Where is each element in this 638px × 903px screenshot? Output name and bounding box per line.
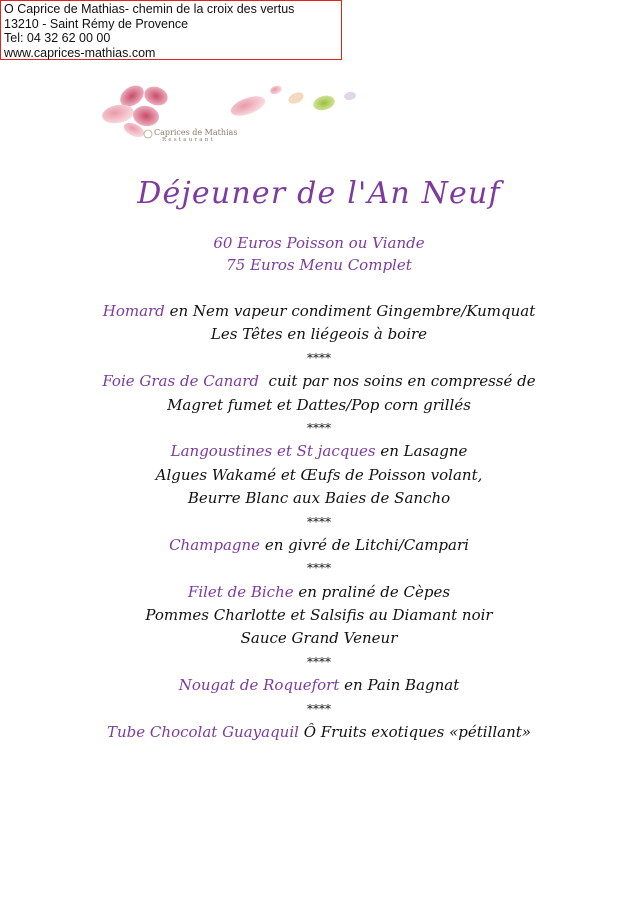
page-title: Déjeuner de l'An Neuf [137,176,501,211]
menu-body [0,300,638,744]
menu-line [0,534,638,557]
menu-line: Beurre Blanc aux Baies de Sancho [187,489,451,508]
menu-line [0,581,638,604]
menu-line [0,721,638,744]
menu-line [0,370,638,393]
logo-name: Caprices de Mathias [154,128,238,137]
dish-description: en Pain Bagnat [339,676,460,695]
menu-line [0,440,638,463]
menu-line [0,674,638,697]
dish-name: Tube Chocolat Guayaquil [107,723,299,742]
menu-line: Les Têtes en liégeois à boire [210,325,428,344]
flower-petals-logo-icon [88,76,358,166]
dish-name: Filet de Biche [187,582,294,601]
menu-line: Algues Wakamé et Œufs de Poisson volant, [155,465,483,484]
dish-name: Nougat de Roquefort [178,676,340,695]
dish-name: Homard [102,302,165,320]
contact-phone: Tel: 04 32 62 00 00 [4,31,111,45]
dish-name: Foie Gras de Canard [102,372,260,391]
course-separator: **** [307,561,331,576]
dish-description: en givré de Litchi/Campari [260,535,469,554]
course-separator: **** [307,350,331,365]
course-separator: **** [307,514,331,529]
menu-line: Pommes Charlotte et Salsifis au Diamant noir [145,606,493,625]
menu-line [0,300,638,323]
price-list [0,232,638,276]
dish-description: cuit par nos soins en compressé de [259,372,536,391]
contact-address: O Caprice de Mathias- chemin de la croix des vertus [4,2,295,16]
price-line: 60 Euros Poisson ou Viande [213,234,425,252]
dish-description: en Nem vapeur condiment Gingembre/Kumquat [164,302,536,320]
dish-name: Champagne [169,535,261,554]
dish-description: en Lasagne [375,442,468,461]
dish-description: en praliné de Cèpes [293,582,451,601]
logo-wordmark [154,128,237,144]
course-separator: **** [307,701,331,716]
logo-subtitle: Restaurant [162,137,215,143]
price-line: 75 Euros Menu Complet [226,256,412,274]
contact-city: 13210 - Saint Rémy de Provence [4,16,189,31]
menu-line: Sauce Grand Veneur [240,629,398,648]
dish-name: Langoustines et St jacques [170,442,376,461]
dish-description: Ô Fruits exotiques «pétillant» [298,723,531,742]
menu-line: Magret fumet et Dattes/Pop corn grillés [167,395,471,414]
course-separator: **** [307,654,331,669]
contact-box [0,0,342,60]
course-separator: **** [307,420,331,435]
contact-website: www.caprices-mathias.com [4,45,156,60]
